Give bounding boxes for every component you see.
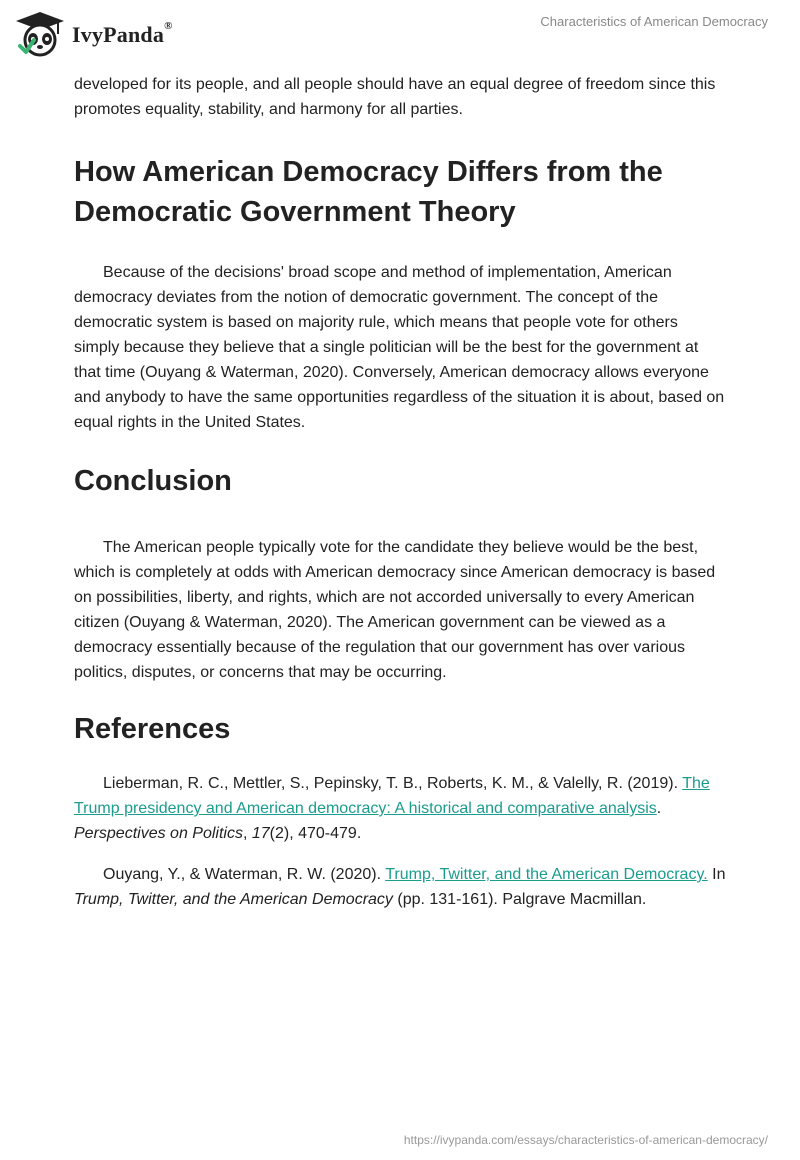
reference-link-trump-twitter[interactable]: Trump, Twitter, and the American Democracy. (385, 866, 708, 883)
brand-name: IvyPanda® (72, 20, 173, 47)
panda-logo-icon (14, 10, 66, 58)
section-paragraph-differs: Because of the decisions' broad scope and method of implementation, American democracy deviates from the notion of democratic government. The concept of the democratic system is based on majority rule, which means that people vote for others simply because they believe that a single politician will be the best for the government at that time (Ouyang & Waterman, 2020). Conversely, American democracy allows everyone and anybody to have the same opportunities regardless of the situation it is about, based on equal rights in the United States. (74, 264, 725, 431)
section-heading-conclusion: Conclusion (74, 465, 232, 497)
reference-item: Lieberman, R. C., Mettler, S., Pepinsky, T. B., Roberts, K. M., & Valelly, R. (2019). The Trump presidency and American democracy: A historical and comparative analysis. Perspectives on Politics, 17(2), 470-479. (74, 775, 710, 842)
section-paragraph-conclusion: The American people typically vote for the candidate they believe would be the best, which is completely at odds with American democracy since American democracy is based on possibilities, liberty, and rights, which are not accorded universally to every American citizen (Ouyang & Waterman, 2020). The American government can be viewed as a democracy essentially because of the regulation that our government has over various politics, disputes, or concerns that may be occurring. (74, 539, 716, 681)
essay-content (74, 72, 726, 912)
reference-item: Ouyang, Y., & Waterman, R. W. (2020). Trump, Twitter, and the American Democracy. In Trump, Twitter, and the American Democracy (pp. 131-161). Palgrave Macmillan. (74, 866, 726, 908)
reference-link-trump-presidency[interactable]: The Trump presidency and American democracy: A historical and comparative analysis (74, 775, 710, 817)
source-url: https://ivypanda.com/essays/characteristics-of-american-democracy/ (403, 1133, 768, 1147)
page-header (0, 0, 800, 70)
document-title: Characteristics of American Democracy (540, 14, 768, 29)
logo[interactable] (14, 10, 173, 58)
section-heading-references: References (74, 713, 231, 745)
intro-paragraph: developed for its people, and all people should have an equal degree of freedom since this promotes equality, stability, and harmony for all parties. (74, 76, 716, 118)
section-heading-differs: How American Democracy Differs from the Democratic Government Theory (74, 156, 663, 228)
